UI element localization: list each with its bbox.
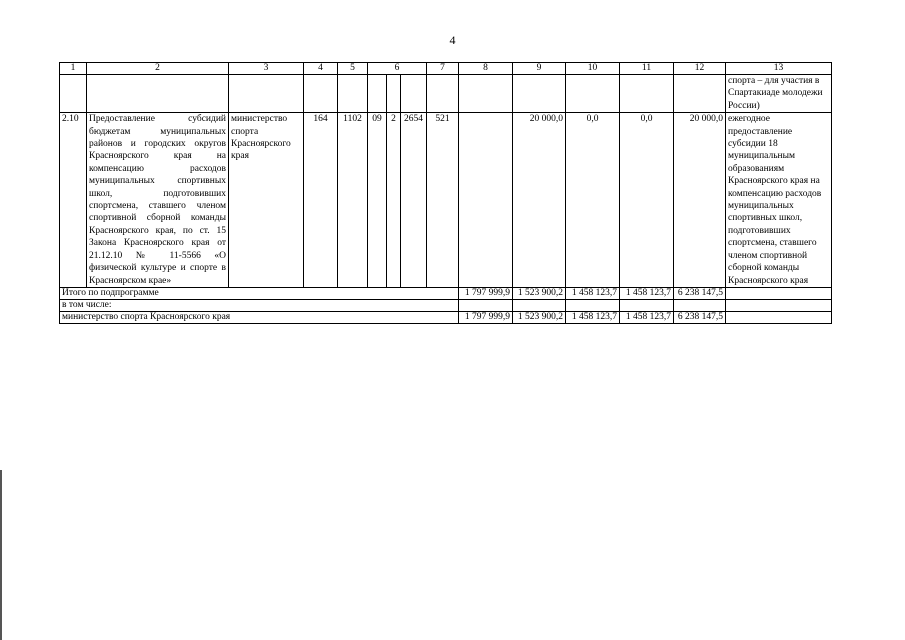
summary-amount-cell: 1 458 123,7 (620, 287, 674, 299)
executor-cell: министерство спорта Красноярского края (229, 113, 304, 288)
header-cell: 11 (620, 63, 674, 75)
summary-row (60, 287, 832, 299)
header-cell: 6 (368, 63, 427, 75)
csr-code-part-cell: 09 (368, 113, 387, 288)
table-cell (566, 75, 620, 113)
summary-amount-cell: 1 458 123,7 (620, 311, 674, 323)
expected-result-cell: ежегодное предоставление субсидии 18 муниципальным образованиям Красноярского края на компенсацию расходов муниципальных спортивных школ, подготовивших спортсмена, ставшего членом спортивной сборной команды Красноярского края (726, 113, 832, 288)
summary-label-cell: Итого по подпрограмме (60, 287, 459, 299)
rzpr-code-cell: 1102 (338, 113, 368, 288)
column-number-row (60, 63, 832, 75)
summary-amount-cell (620, 299, 674, 311)
table-cell (513, 75, 566, 113)
table-cell (60, 75, 87, 113)
table-cell (229, 75, 304, 113)
header-cell: 13 (726, 63, 832, 75)
header-cell: 5 (338, 63, 368, 75)
summary-amount-cell: 1 458 123,7 (566, 287, 620, 299)
summary-amount-cell: 1 523 900,2 (513, 287, 566, 299)
item-number-cell: 2.10 (60, 113, 87, 288)
total-amount-cell: 20 000,0 (674, 113, 726, 288)
vr-code-cell: 521 (427, 113, 459, 288)
continuation-row (60, 75, 832, 113)
header-cell: 9 (513, 63, 566, 75)
summary-amount-cell: 1 458 123,7 (566, 311, 620, 323)
scan-edge-mark (0, 470, 2, 640)
summary-amount-cell (566, 299, 620, 311)
summary-amount-cell: 1 797 999,9 (459, 287, 513, 299)
header-cell: 3 (229, 63, 304, 75)
summary-amount-cell (513, 299, 566, 311)
summary-amount-cell: 6 238 147,5 (674, 287, 726, 299)
header-cell: 12 (674, 63, 726, 75)
csr-code-part-cell: 2 (387, 113, 401, 288)
grbs-code-cell: 164 (304, 113, 338, 288)
year3-amount-cell: 0,0 (566, 113, 620, 288)
header-cell: 2 (87, 63, 229, 75)
table-cell (427, 75, 459, 113)
summary-amount-cell (459, 299, 513, 311)
summary-amount-cell: 1 523 900,2 (513, 311, 566, 323)
table-cell (387, 75, 401, 113)
table-cell (401, 75, 427, 113)
summary-amount-cell: 1 797 999,9 (459, 311, 513, 323)
year1-amount-cell (459, 113, 513, 288)
csr-code-part-cell: 2654 (401, 113, 427, 288)
summary-amount-cell: 6 238 147,5 (674, 311, 726, 323)
summary-label-cell: министерство спорта Красноярского края (60, 311, 459, 323)
header-cell: 1 (60, 63, 87, 75)
table-cell (674, 75, 726, 113)
subprogram-activities-table (59, 62, 832, 324)
summary-row (60, 299, 832, 311)
summary-row (60, 311, 832, 323)
table-cell (459, 75, 513, 113)
header-cell: 8 (459, 63, 513, 75)
header-cell: 10 (566, 63, 620, 75)
activity-row-2-10 (60, 113, 832, 288)
table-cell (620, 75, 674, 113)
table-cell (726, 287, 832, 299)
year4-amount-cell: 0,0 (620, 113, 674, 288)
activity-name-cell: Предоставление субсидий бюджетам муниципальных районов и городских округов Красноярского края на компенсацию расходов муниципальных спортивных школ, подготовивших спортсмена, ставшего членом спортивной сборной команды Красноярского края, по ст. 15 Закона Красноярского края от 21.12.10 № 11-5566 «О физической культуре и спорте в Красноярском крае» (87, 113, 229, 288)
year2-amount-cell: 20 000,0 (513, 113, 566, 288)
table-cell (87, 75, 229, 113)
table-cell (726, 299, 832, 311)
table-cell (368, 75, 387, 113)
table-cell (726, 311, 832, 323)
summary-label-cell: в том числе: (60, 299, 459, 311)
header-cell: 7 (427, 63, 459, 75)
page-number: 4 (449, 33, 456, 47)
expected-result-cell: спорта – для участия в Спартакиаде молодежи России) (726, 75, 832, 113)
summary-amount-cell (674, 299, 726, 311)
header-cell: 4 (304, 63, 338, 75)
table-cell (304, 75, 338, 113)
table-cell (338, 75, 368, 113)
